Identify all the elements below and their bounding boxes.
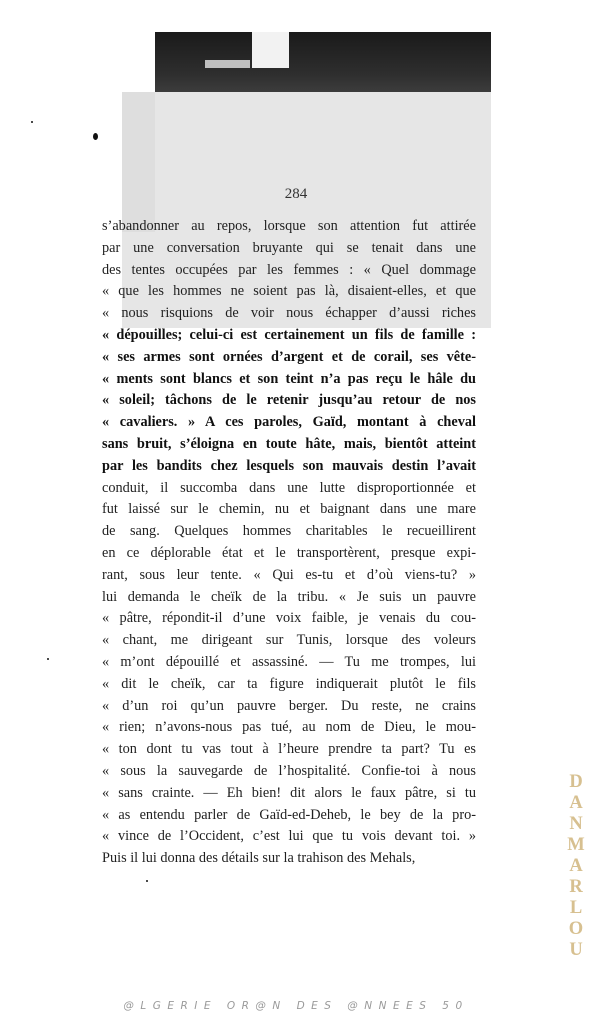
ink-speck (93, 133, 98, 140)
text-line: sans bruit, s’éloigna en toute hâte, mais, bientôt atteint (102, 435, 476, 452)
text-line: « ton dont tu vas tout à l’heure prendre ta part? Tu es (102, 741, 476, 758)
text-line: des tentes occupées par les femmes : « Quel dommage (102, 261, 476, 278)
watermark-letter: A (569, 856, 583, 876)
footer-caption: @LGERIE OR@N DES @NNEES 50 (123, 1000, 469, 1012)
text-line: en ce déplorable état et le transportèrent, presque expi- (102, 544, 476, 561)
text-line: par les bandits chez lesquels son mauvais destin l’avait (102, 457, 476, 474)
watermark-danmarlou (563, 772, 589, 961)
text-line: « dépouilles; celui-ci est certainement un fils de famille : (102, 326, 476, 343)
watermark-letter: U (569, 940, 583, 960)
text-line: de sang. Quelques hommes charitables le recueillirent (102, 523, 476, 540)
text-line: « nous risquions de voir nous échapper d’aussi riches (102, 305, 476, 322)
text-line: Puis il lui donna des détails sur la trahison des Mehals, (102, 850, 416, 867)
text-line: « ses armes sont ornées d’argent et de corail, ses vête- (102, 348, 476, 365)
text-line: par une conversation bruyante qui se tenait dans une (102, 239, 476, 256)
scan-shadow-edge (122, 92, 155, 232)
text-line: « dit le cheïk, car ta figure indiquerait plutôt le fils (102, 675, 476, 692)
text-line: « d’un roi qu’un pauvre berger. Du reste, ne crains (102, 697, 476, 714)
page-body-text (102, 216, 476, 870)
ink-speck (31, 121, 33, 123)
text-line: « que les hommes ne soient pas là, disaient-elles, et que (102, 283, 476, 300)
scan-light-patch (252, 32, 289, 68)
page-number: 284 (284, 186, 308, 202)
watermark-letter: N (569, 814, 583, 834)
text-line: « soleil; tâchons de le retenir jusqu’au retour de nos (102, 392, 476, 409)
watermark-letter: D (569, 772, 583, 792)
watermark-letter: L (569, 898, 583, 918)
watermark-letter: O (568, 919, 584, 939)
text-line: « sans crainte. — Eh bien! dit alors le faux pâtre, si tu (102, 784, 476, 801)
text-line: s’abandonner au repos, lorsque son attention fut attirée (102, 218, 476, 234)
text-line: « pâtre, répondit-il d’une voix faible, je venais du cou- (102, 610, 476, 627)
scan-mid-patch (205, 60, 250, 68)
text-line: « chant, me dirigeant sur Tunis, lorsque des voleurs (102, 632, 476, 649)
text-line: « rien; n’avons-nous pas tué, au nom de Dieu, le mou- (102, 719, 476, 736)
text-line: conduit, il succomba dans une lutte disproportionnée et (102, 479, 476, 496)
watermark-letter: M (567, 835, 585, 855)
watermark-letter: R (569, 877, 583, 897)
text-line: fut laissé sur le chemin, nu et baignant dans une mare (102, 501, 476, 518)
ink-speck (47, 658, 49, 660)
text-line: rant, sous leur tente. « Qui es-tu et d’où viens-tu? » (102, 566, 476, 583)
text-line: lui demanda le cheïk de la tribu. « Je suis un pauvre (102, 588, 476, 605)
text-line: « cavaliers. » A ces paroles, Gaïd, montant à cheval (102, 414, 476, 431)
ink-speck (146, 880, 148, 882)
text-line: « as entendu parler de Gaïd-ed-Deheb, le bey de la pro- (102, 806, 476, 823)
text-line: « ments sont blancs et son teint n’a pas reçu le hâle du (102, 370, 476, 387)
text-line: « sous la sauvegarde de l’hospitalité. Confie-toi à nous (102, 762, 476, 779)
text-line: « m’ont dépouillé et assassiné. — Tu me trompes, lui (102, 653, 476, 670)
watermark-letter: A (569, 793, 583, 813)
text-line: « vince de l’Occident, c’est lui que tu vois devant toi. » (102, 828, 476, 845)
